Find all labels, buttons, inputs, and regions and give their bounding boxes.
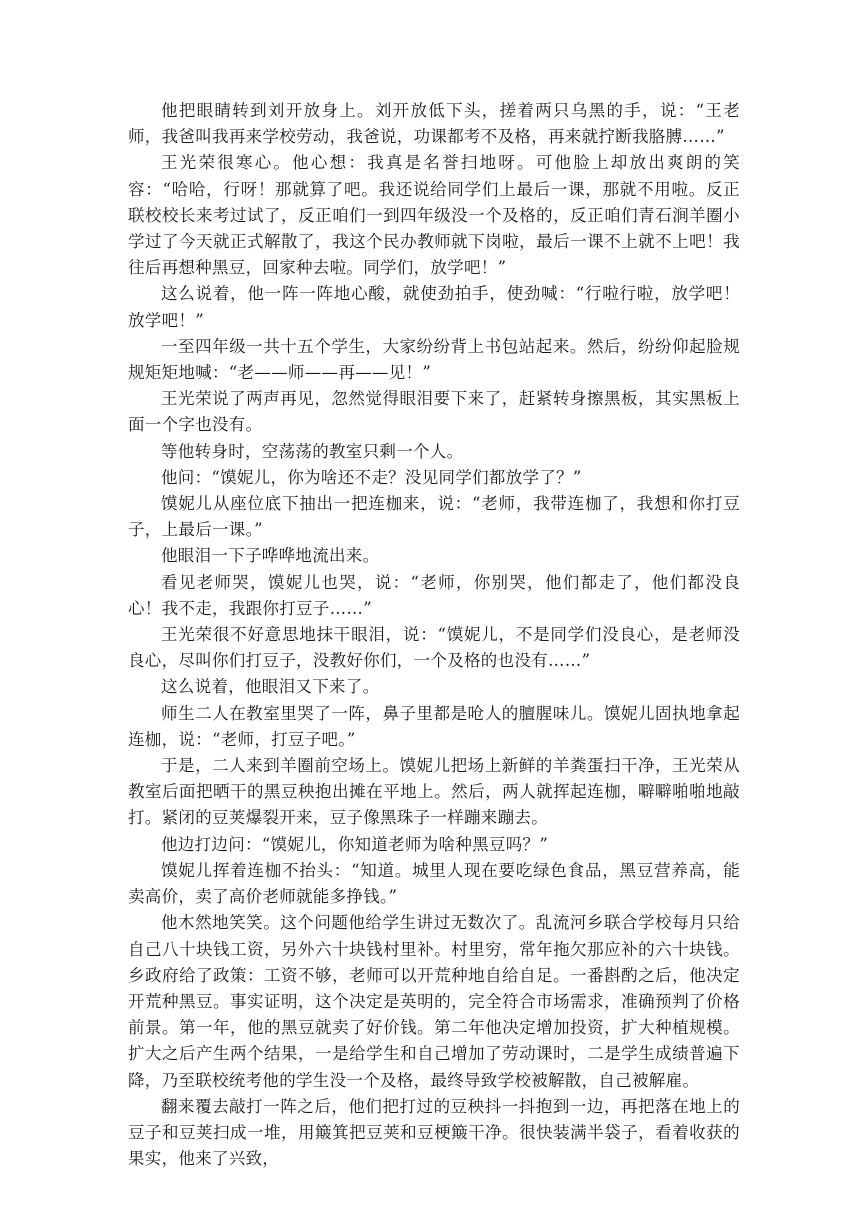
paragraph: 这么说着，他一阵一阵地心酸，就使劲拍手，使劲喊：“行啦行啦，放学吧！放学吧！”: [128, 284, 740, 330]
paragraph: 他边打边问：“馍妮儿，你知道老师为啥种黑豆吗？”: [161, 834, 549, 854]
paragraph: 他木然地笑笑。这个问题他给学生讲过无数次了。乱流河乡联合学校每月只给自己八十块钱工资，另外六十块钱村里补。村里穷，常年拖欠那应补的六十块钱。乡政府给了政策：工资不够，老师可以开荒种地自给自足。一番斟酌之后，他决定开荒种黑豆。事实证明，这个决定是英明的，完全符合市场需求，准确预判了价格前景。第一年，他的黑豆就卖了好价钱。第二年他决定增加投资，扩大种植规模。扩大之后产生两个结果，一是给学生和自己增加了劳动课时，二是学生成绩普遍下降，乃至联校统考他的学生没一个及格，最终导致学校被解散，自己被解雇。: [128, 913, 740, 1090]
paragraph: 翻来覆去敲打一阵之后，他们把打过的豆秧抖一抖抱到一边，再把落在地上的豆子和豆荚扫成一堆，用簸箕把豆荚和豆梗簸干净。很快装满半袋子，看着收获的果实，他来了兴致，: [128, 1096, 740, 1169]
document-body: [128, 98, 740, 1172]
paragraph: 师生二人在教室里哭了一阵，鼻子里都是呛人的膻腥味儿。馍妮儿固执地拿起连枷，说：“老师，打豆子吧。”: [128, 703, 740, 749]
paragraph: 王光荣很不好意思地抹干眼泪，说：“馍妮儿，不是同学们没良心，是老师没良心，尽叫你们打豆子，没教好你们，一个及格的也没有……”: [128, 625, 740, 671]
paragraph: 于是，二人来到羊圈前空场上。馍妮儿把场上新鲜的羊粪蛋扫干净，王光荣从教室后面把晒干的黑豆秧抱出摊在平地上。然后，两人就挥起连枷，噼噼啪啪地敲打。紧闭的豆荚爆裂开来，豆子像黑珠子一样蹦来蹦去。: [128, 756, 740, 828]
paragraph: 馍妮儿从座位底下抽出一把连枷来，说：“老师，我带连枷了，我想和你打豆子，上最后一课。”: [128, 494, 740, 540]
paragraph: 他把眼睛转到刘开放身上。刘开放低下头，搓着两只乌黑的手，说：“王老师，我爸叫我再来学校劳动，我爸说，功课都考不及格，再来就拧断我胳膊……”: [128, 101, 740, 147]
paragraph: 这么说着，他眼泪又下来了。: [161, 677, 380, 697]
paragraph: 他问：“馍妮儿，你为啥还不走？没见同学们都放学了？”: [161, 467, 582, 487]
paragraph: 一至四年级一共十五个学生，大家纷纷背上书包站起来。然后，纷纷仰起脸规规矩矩地喊：“老——师——再——见！”: [128, 336, 740, 383]
paragraph: 馍妮儿挥着连枷不抬头：“知道。城里人现在要吃绿色食品，黑豆营养高，能卖高价，卖了高价老师就能多挣钱。”: [128, 860, 740, 907]
paragraph: 等他转身时，空荡荡的教室只剩一个人。: [161, 441, 464, 461]
paragraph: 看见老师哭，馍妮儿也哭，说：“老师，你别哭，他们都走了，他们都没良心！我不走，我跟你打豆子……”: [128, 572, 740, 618]
paragraph: 王光荣很寒心。他心想：我真是名誉扫地呀。可他脸上却放出爽朗的笑容：“哈哈，行呀！那就算了吧。我还说给同学们上最后一课，那就不用啦。反正联校校长来考过试了，反正咱们一到四年级没一个及格的，反正咱们青石涧羊圈小学过了今天就正式解散了，我这个民办教师就下岗啦，最后一课不上就不上吧！我往后再想种黑豆，回家种去啦。同学们，放学吧！”: [128, 153, 740, 278]
paragraph: 他眼泪一下子哗哗地流出来。: [161, 546, 380, 566]
paragraph: 王光荣说了两声再见，忽然觉得眼泪要下来了，赶紧转身擦黑板，其实黑板上面一个字也没有。: [128, 389, 740, 435]
